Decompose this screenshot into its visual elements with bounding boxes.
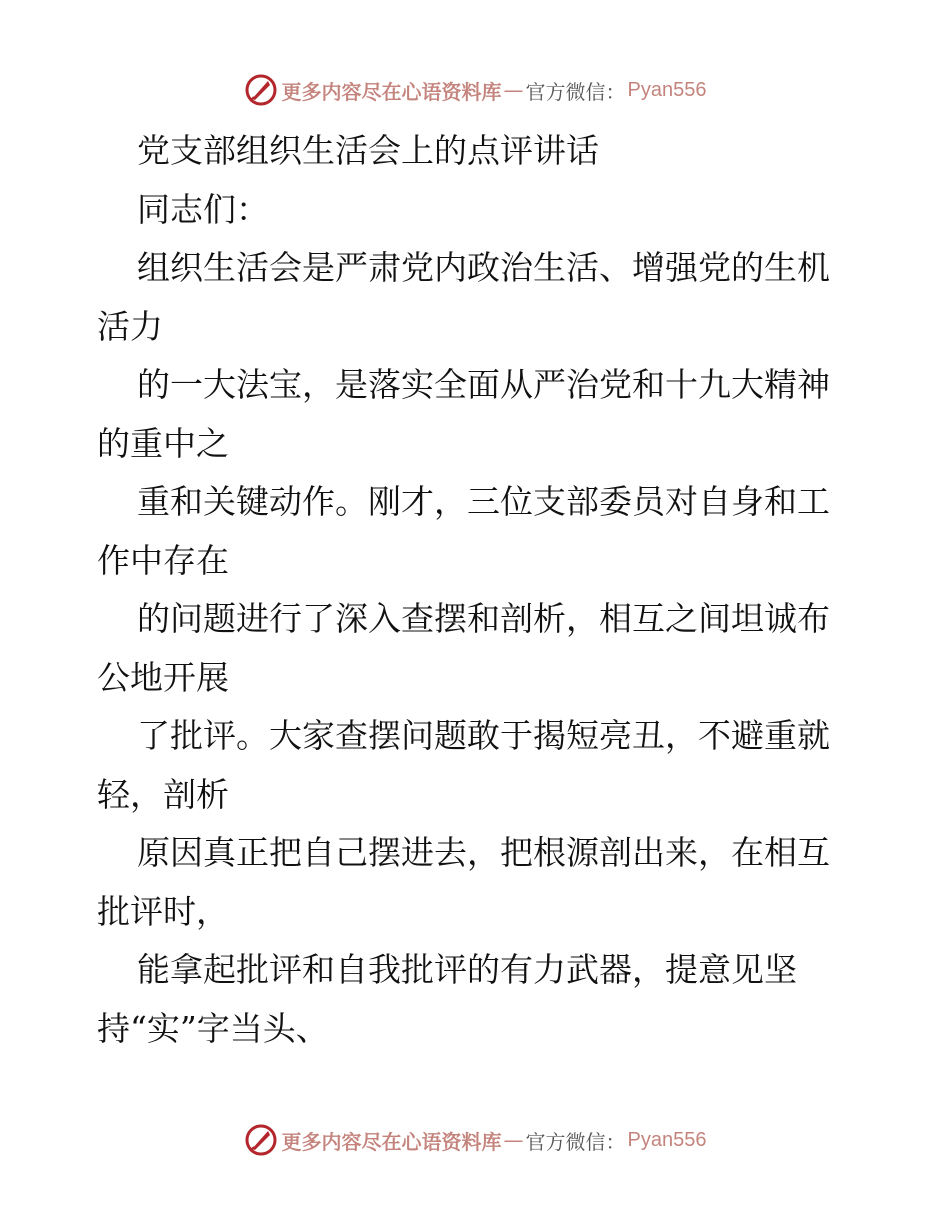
paragraph-line: 持“实”字当头、 — [97, 1008, 329, 1048]
paragraph-line: 组织生活会是严肃党内政治生活、增强党的生机 — [137, 248, 830, 287]
footer-banner — [0, 1120, 950, 1160]
banner-main-text: 更多内容尽在心语资料库 — [281, 1129, 502, 1154]
paragraph-line: 重和关键动作。刚才，三位支部委员对自身和工 — [137, 482, 830, 521]
banner-wechat-label: 官方微信： — [525, 1129, 626, 1154]
document-body — [97, 122, 857, 1058]
banner-wechat-id: Pyan556 — [627, 1128, 707, 1151]
banner-wechat-label: 官方微信： — [525, 79, 626, 104]
paragraph-line: 轻，剖析 — [97, 774, 229, 814]
banner-wechat-id: Pyan556 — [627, 78, 707, 101]
paragraph-line: 的问题进行了深入查摆和剖析，相互之间坦诚布 — [137, 599, 830, 638]
paragraph-line: 的重中之 — [97, 423, 229, 463]
greeting: 同志们： — [137, 189, 269, 229]
banner-separator: — — [503, 78, 524, 102]
paragraph-line: 公地开展 — [97, 657, 229, 697]
paragraph-line: 能拿起批评和自我批评的有力武器，提意见坚 — [137, 950, 797, 989]
paragraph-line: 作中存在 — [97, 540, 229, 580]
paragraph-line: 批评时， — [97, 891, 229, 931]
quill-logo-icon — [244, 73, 278, 107]
document-title: 党支部组织生活会上的点评讲话 — [137, 131, 599, 170]
paragraph-line: 原因真正把自己摆进去，把根源剖出来，在相互 — [137, 833, 830, 872]
banner-separator: — — [503, 1128, 524, 1152]
paragraph-line: 的一大法宝，是落实全面从严治党和十九大精神 — [137, 365, 830, 404]
header-banner — [0, 70, 950, 110]
paragraph-line: 活力 — [97, 306, 163, 346]
paragraph-line: 了批评。大家查摆问题敢于揭短亮丑，不避重就 — [137, 716, 830, 755]
banner-main-text: 更多内容尽在心语资料库 — [281, 79, 502, 104]
quill-logo-icon — [244, 1123, 278, 1157]
